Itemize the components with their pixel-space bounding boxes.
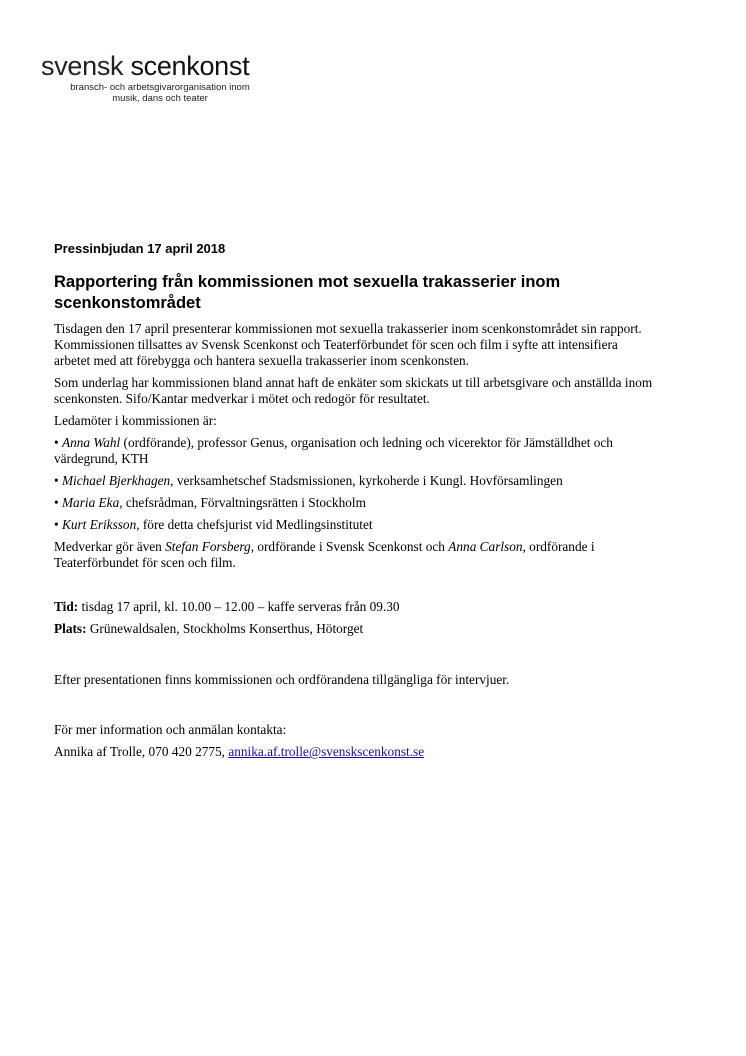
member-role: , verksamhetschef Stadsmissionen, kyrkoherde i Kungl. Hovförsamlingen bbox=[170, 473, 563, 488]
press-release-body bbox=[54, 240, 654, 760]
also-suffix: , ordförande i Teaterförbundet för scen och film. bbox=[54, 539, 595, 570]
also-name-2: Anna Carlson bbox=[448, 539, 523, 554]
member-name: Maria Eka bbox=[61, 495, 120, 510]
member-item bbox=[54, 495, 654, 511]
member-role: , chefsrådman, Förvaltningsrätten i Stockholm bbox=[119, 495, 366, 510]
place-line bbox=[54, 621, 654, 637]
contact-heading: För mer information och anmälan kontakta: bbox=[54, 722, 287, 737]
intro-paragraph-2: Som underlag har kommissionen bland annat haft de enkäter som skickats ut till arbetsgivare och anställda inom scenkonsten. Sifo/Kantar medverkar i mötet och redogör för resultatet. bbox=[54, 375, 653, 406]
bullet: • bbox=[54, 495, 59, 510]
time-line bbox=[54, 599, 654, 615]
logo bbox=[41, 50, 301, 104]
member-item bbox=[54, 517, 654, 533]
member-item bbox=[54, 473, 654, 489]
member-name: Michael Bjerkhagen bbox=[61, 473, 171, 488]
after-presentation-text: Efter presentationen finns kommissionen och ordförandena tillgängliga för intervjuer. bbox=[54, 672, 510, 687]
intro-paragraph-1: Tisdagen den 17 april presenterar kommissionen mot sexuella trakasserier inom scenkonstområdet sin rapport. Kommissionen tillsattes av Svensk Scenkonst och Teaterförbundet för scen och film i syfte att intensifiera arbetet med att förebygga och hantera sexuella trakasserier inom scenkonsten. bbox=[54, 321, 642, 368]
bullet: • bbox=[54, 473, 59, 488]
logo-tagline bbox=[65, 82, 255, 104]
place-label: Plats: bbox=[54, 621, 87, 636]
also-name-1: Stefan Forsberg bbox=[165, 539, 251, 554]
member-name: Anna Wahl bbox=[61, 435, 121, 450]
logo-tagline-line1: bransch- och arbetsgivarorganisation inom bbox=[70, 82, 250, 93]
dateline: Pressinbjudan 17 april 2018 bbox=[54, 241, 226, 256]
place-value: Grünewaldsalen, Stockholms Konserthus, Hötorget bbox=[86, 621, 364, 636]
bullet: • bbox=[54, 517, 59, 532]
members-heading: Ledamöter i kommissionen är: bbox=[54, 413, 217, 428]
member-role: , före detta chefsjurist vid Medlingsinstitutet bbox=[136, 517, 373, 532]
logo-word-svensk: svensk bbox=[41, 51, 124, 81]
contact-email-link[interactable]: annika.af.trolle@svenskscenkonst.se bbox=[228, 744, 425, 759]
member-role: (ordförande), professor Genus, organisation och ledning och vicerektor för Jämställdhet och värdegrund, KTH bbox=[54, 435, 613, 466]
member-name: Kurt Eriksson bbox=[61, 517, 137, 532]
member-item bbox=[54, 435, 654, 467]
also-mid: , ordförande i Svensk Scenkonst och bbox=[250, 539, 449, 554]
contact-text: Annika af Trolle, 070 420 2775, bbox=[54, 744, 229, 759]
also-prefix: Medverkar gör även bbox=[54, 539, 166, 554]
time-value: tisdag 17 april, kl. 10.00 – 12.00 – kaffe serveras från 09.30 bbox=[78, 599, 400, 614]
headline: Rapportering från kommissionen mot sexuella trakasserier inom scenkonstområdet bbox=[54, 273, 561, 312]
bullet: • bbox=[54, 435, 59, 450]
logo-word-scenkonst: scenkonst bbox=[130, 51, 250, 81]
logo-tagline-line2: musik, dans och teater bbox=[112, 93, 208, 104]
time-label: Tid: bbox=[54, 599, 79, 614]
also-participating bbox=[54, 539, 654, 571]
logo-title bbox=[41, 50, 301, 82]
contact-line bbox=[54, 744, 654, 760]
